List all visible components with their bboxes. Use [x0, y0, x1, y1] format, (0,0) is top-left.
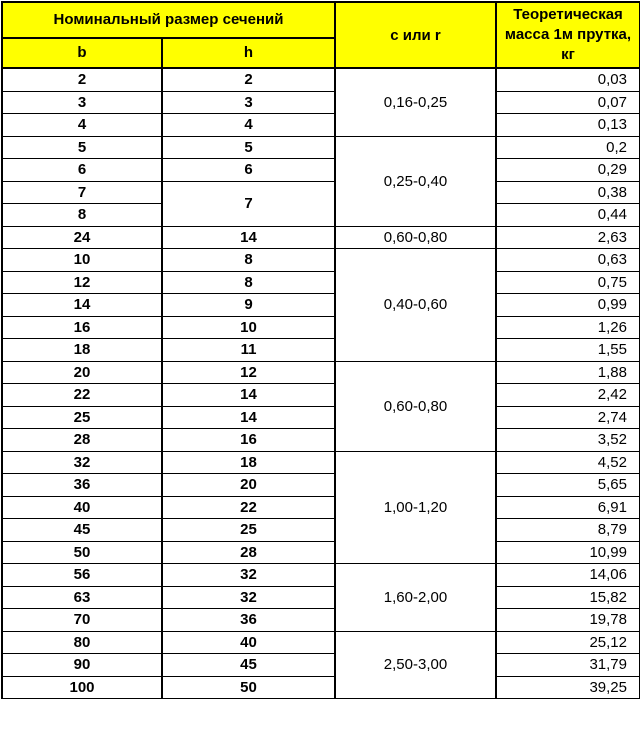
- cell-h: 2: [162, 68, 335, 91]
- cell-c-or-r: 1,00-1,20: [335, 451, 496, 564]
- cell-h: 12: [162, 361, 335, 384]
- cell-mass: 0,29: [496, 159, 640, 182]
- cell-h: 32: [162, 564, 335, 587]
- table-row: [2, 429, 640, 452]
- cell-h: 20: [162, 474, 335, 497]
- cell-c-or-r: 0,40-0,60: [335, 249, 496, 362]
- cell-h: 22: [162, 496, 335, 519]
- header-c-or-r: c или r: [335, 2, 496, 68]
- cell-b: 10: [2, 249, 162, 272]
- cell-mass: 8,79: [496, 519, 640, 542]
- cell-h: 14: [162, 384, 335, 407]
- table-row: [2, 316, 640, 339]
- cell-mass: 0,07: [496, 91, 640, 114]
- table-row: [2, 676, 640, 699]
- table-row: [2, 339, 640, 362]
- cell-b: 14: [2, 294, 162, 317]
- table-row: [2, 586, 640, 609]
- cell-mass: 6,91: [496, 496, 640, 519]
- cell-b: 2: [2, 68, 162, 91]
- cell-c-or-r: 0,60-0,80: [335, 226, 496, 249]
- cell-b: 7: [2, 181, 162, 204]
- cell-b: 63: [2, 586, 162, 609]
- table-row: [2, 136, 640, 159]
- cell-h: 45: [162, 654, 335, 677]
- cell-c-or-r: 0,16-0,25: [335, 68, 496, 136]
- table-row: [2, 384, 640, 407]
- cell-h: 32: [162, 586, 335, 609]
- header-row-top: [2, 2, 640, 38]
- cell-b: 100: [2, 676, 162, 699]
- cell-mass: 0,75: [496, 271, 640, 294]
- header-nominal-size: Номинальный размер сечений: [2, 2, 335, 38]
- cell-b: 12: [2, 271, 162, 294]
- cell-b: 22: [2, 384, 162, 407]
- cell-mass: 0,38: [496, 181, 640, 204]
- cell-mass: 1,55: [496, 339, 640, 362]
- cell-b: 8: [2, 204, 162, 227]
- table-row: [2, 361, 640, 384]
- cell-h: 8: [162, 271, 335, 294]
- cell-h: 18: [162, 451, 335, 474]
- table-row: [2, 249, 640, 272]
- cell-c-or-r: 0,25-0,40: [335, 136, 496, 226]
- table-row: [2, 564, 640, 587]
- cell-h: 11: [162, 339, 335, 362]
- header-b: b: [2, 38, 162, 68]
- cell-h: 36: [162, 609, 335, 632]
- cell-b: 80: [2, 631, 162, 654]
- table-row: [2, 226, 640, 249]
- cell-mass: 2,74: [496, 406, 640, 429]
- table-row: [2, 541, 640, 564]
- cell-h: 3: [162, 91, 335, 114]
- cell-b: 40: [2, 496, 162, 519]
- cell-h: 25: [162, 519, 335, 542]
- cell-b: 50: [2, 541, 162, 564]
- cell-b: 32: [2, 451, 162, 474]
- cell-h: 4: [162, 114, 335, 137]
- cell-h: 28: [162, 541, 335, 564]
- table-row: [2, 271, 640, 294]
- cell-h: 9: [162, 294, 335, 317]
- cell-h: 40: [162, 631, 335, 654]
- cell-mass: 19,78: [496, 609, 640, 632]
- cell-h: 14: [162, 406, 335, 429]
- cell-b: 3: [2, 91, 162, 114]
- header-theoretical-mass: Теоретическая масса 1м прутка, кг: [496, 2, 640, 68]
- cell-b: 5: [2, 136, 162, 159]
- cell-mass: 3,52: [496, 429, 640, 452]
- table-row: [2, 68, 640, 91]
- cell-b: 90: [2, 654, 162, 677]
- cell-c-or-r: 0,60-0,80: [335, 361, 496, 451]
- cell-mass: 39,25: [496, 676, 640, 699]
- cell-mass: 0,44: [496, 204, 640, 227]
- cell-mass: 2,63: [496, 226, 640, 249]
- cell-h: 7: [162, 181, 335, 226]
- table-row: [2, 654, 640, 677]
- table-row: [2, 91, 640, 114]
- cell-h: 10: [162, 316, 335, 339]
- cell-mass: 0,63: [496, 249, 640, 272]
- cell-b: 28: [2, 429, 162, 452]
- table-row: [2, 451, 640, 474]
- table-row: [2, 159, 640, 182]
- cell-mass: 1,26: [496, 316, 640, 339]
- table-row: [2, 114, 640, 137]
- cell-h: 14: [162, 226, 335, 249]
- table-body: [2, 68, 640, 699]
- cell-mass: 2,42: [496, 384, 640, 407]
- cell-mass: 31,79: [496, 654, 640, 677]
- table-row: [2, 474, 640, 497]
- cell-mass: 1,88: [496, 361, 640, 384]
- cell-b: 6: [2, 159, 162, 182]
- section-mass-table: [1, 1, 640, 699]
- table-row: [2, 406, 640, 429]
- cell-h: 5: [162, 136, 335, 159]
- table-row: [2, 496, 640, 519]
- cell-b: 4: [2, 114, 162, 137]
- cell-h: 6: [162, 159, 335, 182]
- cell-b: 25: [2, 406, 162, 429]
- cell-b: 36: [2, 474, 162, 497]
- table-row: [2, 294, 640, 317]
- cell-mass: 0,03: [496, 68, 640, 91]
- cell-b: 24: [2, 226, 162, 249]
- cell-mass: 5,65: [496, 474, 640, 497]
- cell-mass: 10,99: [496, 541, 640, 564]
- cell-h: 8: [162, 249, 335, 272]
- cell-b: 45: [2, 519, 162, 542]
- cell-b: 20: [2, 361, 162, 384]
- cell-b: 70: [2, 609, 162, 632]
- table-row: [2, 519, 640, 542]
- cell-h: 50: [162, 676, 335, 699]
- cell-mass: 25,12: [496, 631, 640, 654]
- cell-b: 56: [2, 564, 162, 587]
- cell-mass: 14,06: [496, 564, 640, 587]
- cell-h: 16: [162, 429, 335, 452]
- header-h: h: [162, 38, 335, 68]
- table-row: [2, 631, 640, 654]
- cell-c-or-r: 1,60-2,00: [335, 564, 496, 632]
- cell-mass: 0,2: [496, 136, 640, 159]
- cell-b: 18: [2, 339, 162, 362]
- cell-mass: 15,82: [496, 586, 640, 609]
- cell-mass: 0,99: [496, 294, 640, 317]
- cell-mass: 4,52: [496, 451, 640, 474]
- cell-c-or-r: 2,50-3,00: [335, 631, 496, 699]
- table-row: [2, 609, 640, 632]
- cell-mass: 0,13: [496, 114, 640, 137]
- table-row: [2, 181, 640, 204]
- cell-b: 16: [2, 316, 162, 339]
